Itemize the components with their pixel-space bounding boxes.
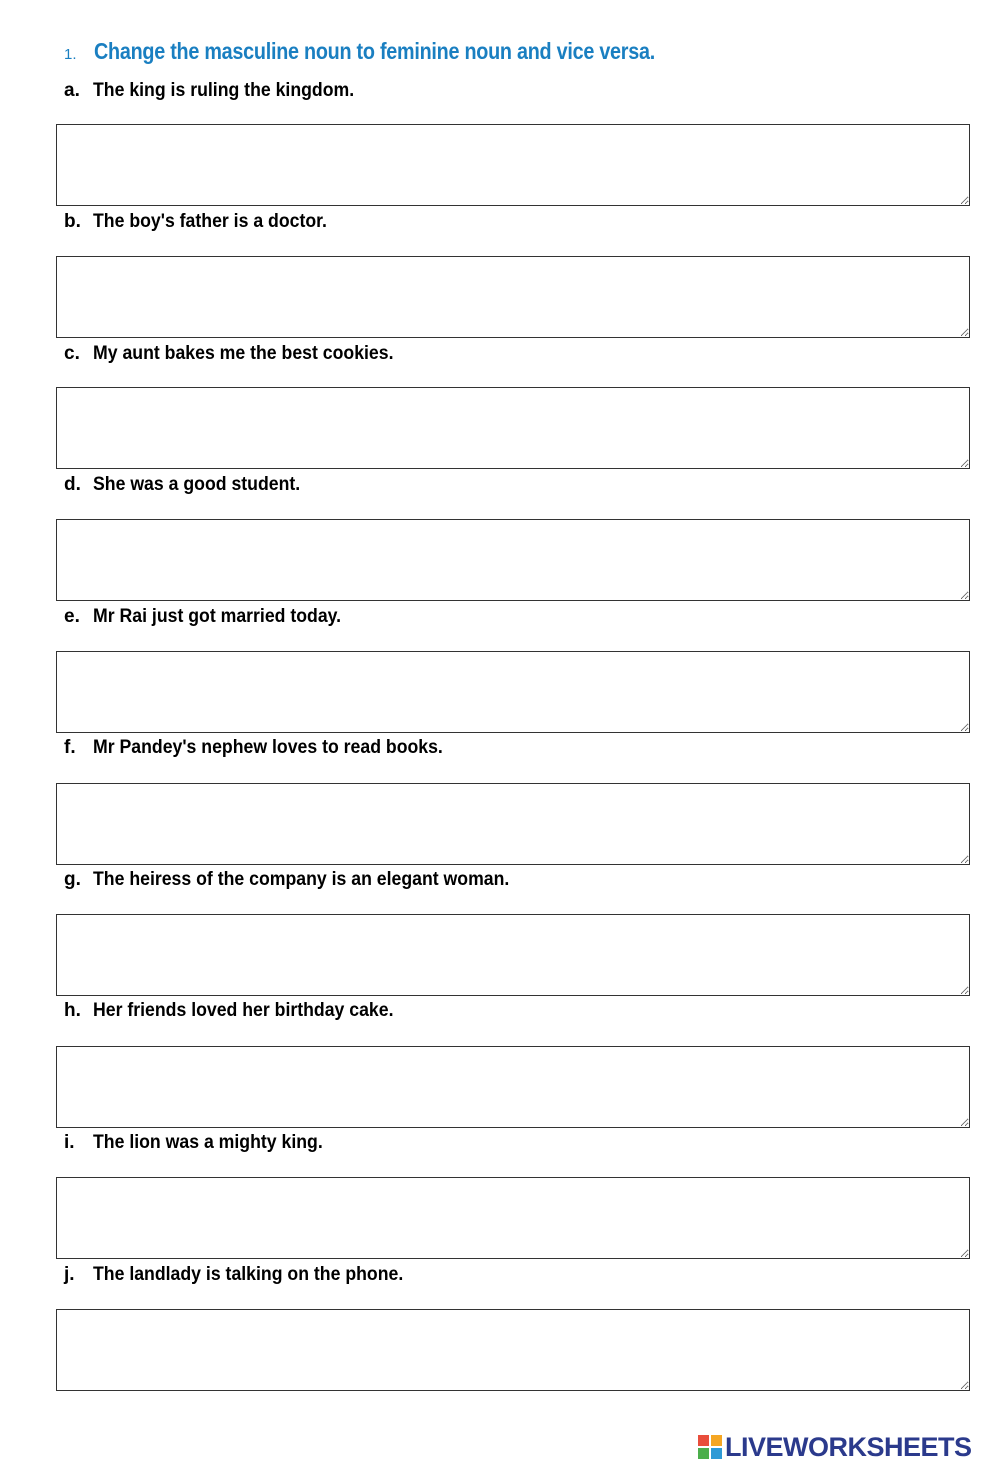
question-text: The landlady is talking on the phone. bbox=[93, 1264, 404, 1285]
question-letter: i. bbox=[64, 1132, 75, 1153]
question-j bbox=[64, 1262, 427, 1288]
answer-box-g[interactable] bbox=[56, 914, 970, 996]
question-letter: g. bbox=[64, 869, 81, 890]
question-a bbox=[64, 78, 374, 104]
question-text: Mr Pandey's nephew loves to read books. bbox=[93, 737, 443, 758]
answer-box-c[interactable] bbox=[56, 387, 970, 469]
question-text: She was a good student. bbox=[93, 474, 301, 495]
answer-box-a[interactable] bbox=[56, 124, 970, 206]
logo-text: LIVEWORKSHEETS bbox=[725, 1431, 972, 1462]
question-text: My aunt bakes me the best cookies. bbox=[93, 343, 394, 364]
liveworksheets-logo bbox=[697, 1432, 972, 1462]
question-letter: j. bbox=[64, 1264, 75, 1285]
question-i bbox=[64, 1130, 340, 1156]
answer-box-j[interactable] bbox=[56, 1309, 970, 1391]
question-text: Mr Rai just got married today. bbox=[93, 606, 342, 627]
liveworksheets-logo-icon bbox=[697, 1434, 723, 1460]
answer-box-f[interactable] bbox=[56, 783, 970, 865]
question-letter: a. bbox=[64, 80, 80, 101]
question-text: The boy's father is a doctor. bbox=[93, 211, 327, 232]
question-h bbox=[64, 998, 416, 1024]
answer-box-i[interactable] bbox=[56, 1177, 970, 1259]
question-g bbox=[64, 867, 541, 893]
question-letter: h. bbox=[64, 1000, 81, 1021]
logo-square-green bbox=[697, 1447, 710, 1460]
question-text: The lion was a mighty king. bbox=[93, 1132, 323, 1153]
question-e bbox=[64, 604, 360, 630]
instruction-text: Change the masculine noun to feminine noun and vice versa. bbox=[94, 38, 655, 64]
question-f bbox=[64, 735, 469, 761]
answer-box-e[interactable] bbox=[56, 651, 970, 733]
question-letter: f. bbox=[64, 737, 76, 758]
instruction-heading bbox=[64, 38, 746, 72]
logo-square-blue bbox=[710, 1447, 723, 1460]
question-letter: d. bbox=[64, 474, 81, 495]
question-text: Her friends loved her birthday cake. bbox=[93, 1000, 394, 1021]
answer-box-d[interactable] bbox=[56, 519, 970, 601]
question-letter: b. bbox=[64, 211, 81, 232]
instruction-number: 1. bbox=[64, 46, 77, 63]
question-letter: e. bbox=[64, 606, 80, 627]
question-text: The king is ruling the kingdom. bbox=[93, 80, 355, 101]
answer-box-b[interactable] bbox=[56, 256, 970, 338]
question-letter: c. bbox=[64, 343, 80, 364]
question-text: The heiress of the company is an elegant woman. bbox=[93, 869, 510, 890]
question-c bbox=[64, 341, 416, 367]
answer-box-h[interactable] bbox=[56, 1046, 970, 1128]
question-b bbox=[64, 209, 345, 235]
logo-square-orange bbox=[710, 1434, 723, 1447]
logo-square-red bbox=[697, 1434, 710, 1447]
question-d bbox=[64, 472, 316, 498]
